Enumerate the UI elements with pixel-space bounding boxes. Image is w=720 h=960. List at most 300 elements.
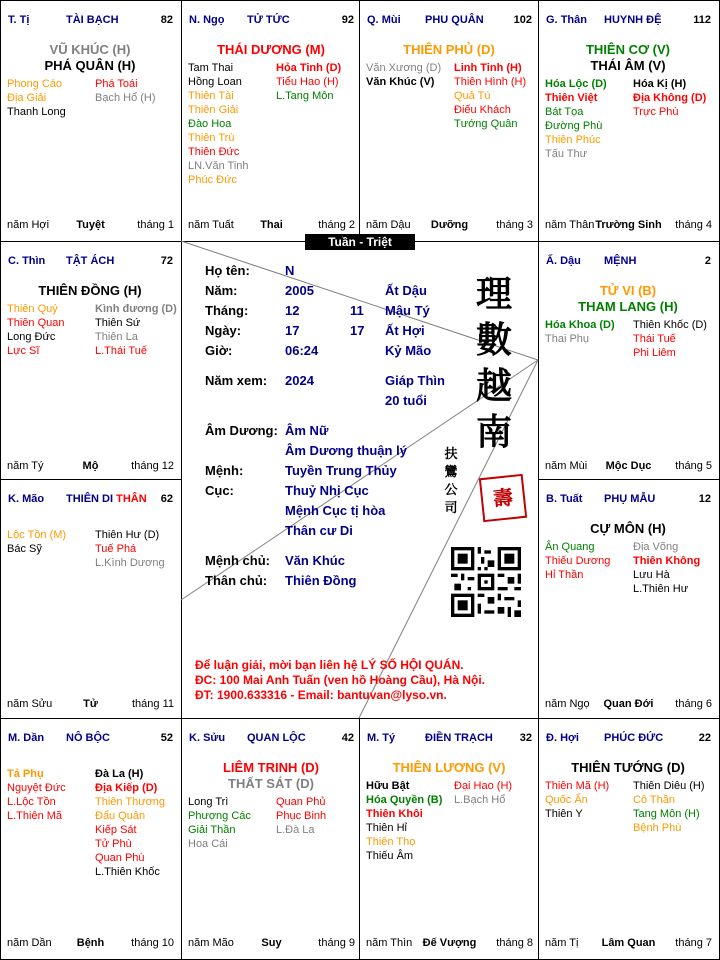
palace-stage: Tử bbox=[83, 698, 98, 710]
palace-number: 32 bbox=[519, 732, 532, 744]
minor-star: Giải Thần bbox=[188, 824, 236, 836]
palace-year: năm Dần bbox=[7, 937, 52, 949]
palace-can: M. bbox=[8, 732, 21, 744]
palace-cell-than[interactable] bbox=[539, 1, 717, 239]
palace-number: 22 bbox=[698, 732, 711, 744]
name-value: N bbox=[285, 263, 295, 278]
palace-branch: Thân bbox=[560, 14, 587, 26]
minor-star: Tả Phụ bbox=[7, 768, 44, 780]
minor-star: Đào Hoa bbox=[188, 118, 232, 130]
minor-star: Quốc Ấn bbox=[545, 794, 588, 806]
minor-star: Nguyệt Đức bbox=[7, 782, 66, 794]
minor-star: Đẩu Quân bbox=[95, 810, 146, 822]
view-year-label: Năm xem: bbox=[205, 373, 268, 388]
minor-star: Long Đức bbox=[7, 331, 56, 343]
palace-name-text: THIÊN DI bbox=[66, 493, 114, 505]
than-marker: THÂN bbox=[116, 493, 147, 505]
main-star: VŨ KHÚC (H) bbox=[49, 42, 131, 57]
palace-year: năm Mùi bbox=[545, 460, 588, 472]
palace-month: tháng 9 bbox=[318, 937, 355, 949]
minor-stars-left bbox=[545, 77, 607, 161]
minor-stars-right bbox=[95, 528, 165, 570]
palace-branch: Tuất bbox=[560, 493, 583, 505]
palace-name bbox=[604, 255, 636, 267]
palace-stage: Suy bbox=[261, 937, 282, 949]
palace-number: 62 bbox=[160, 493, 173, 505]
minor-star: Kiếp Sát bbox=[95, 824, 137, 836]
minor-star: Tuế Phá bbox=[95, 543, 137, 555]
minor-star: Phục Binh bbox=[276, 810, 327, 822]
palace-stage: Bệnh bbox=[76, 937, 105, 949]
palace-name bbox=[604, 732, 663, 744]
palace-position bbox=[8, 732, 44, 744]
minor-star: Thiên Việt bbox=[545, 92, 598, 104]
minor-star: Thiên Diêu (H) bbox=[633, 780, 705, 792]
palace-footer bbox=[366, 937, 533, 951]
year-label: Năm: bbox=[205, 283, 238, 298]
minor-stars-left bbox=[7, 77, 66, 119]
palace-cell-tuat[interactable] bbox=[539, 480, 717, 718]
than-chu-value: Thiên Đồng bbox=[285, 573, 357, 588]
minor-star: Thiên Hư (D) bbox=[95, 529, 160, 541]
minor-star: Bệnh Phù bbox=[633, 822, 682, 834]
palace-footer bbox=[366, 219, 533, 233]
minor-star: Địa Võng bbox=[633, 541, 679, 553]
palace-name bbox=[66, 14, 119, 26]
palace-name-text: TẬT ÁCH bbox=[66, 255, 115, 267]
palace-month: tháng 6 bbox=[675, 698, 712, 710]
palace-year: năm Tý bbox=[7, 460, 44, 472]
palace-branch: Dần bbox=[23, 732, 45, 744]
palace-can: Đ. bbox=[546, 732, 557, 744]
vertical-char: 鸞 bbox=[444, 465, 458, 480]
palace-month: tháng 5 bbox=[675, 460, 712, 472]
vertical-char: 扶 bbox=[444, 447, 458, 462]
contact-address: ĐC: 100 Mai Anh Tuấn (ven hồ Hoàng Cầu), Hà Nội. bbox=[195, 673, 486, 687]
palace-header bbox=[546, 493, 711, 507]
menh-value: Tuyền Trung Thủy bbox=[285, 463, 397, 478]
minor-star: Kình đương (D) bbox=[95, 303, 177, 315]
minor-stars-right bbox=[633, 77, 706, 119]
palace-number: 12 bbox=[698, 493, 711, 505]
day-label: Ngày: bbox=[205, 323, 242, 338]
minor-stars-right bbox=[276, 61, 341, 103]
qr-code-icon[interactable] bbox=[451, 547, 521, 617]
minor-star: Bạch Hổ (H) bbox=[95, 92, 156, 104]
palace-branch: Tị bbox=[19, 14, 30, 26]
palace-header bbox=[189, 14, 354, 28]
minor-star: Thiên Mã (H) bbox=[545, 780, 610, 792]
main-star: THIÊN PHỦ (D) bbox=[403, 42, 495, 57]
palace-stage: Mộ bbox=[82, 460, 99, 472]
palace-name-text: PHU QUÂN bbox=[425, 14, 484, 26]
minor-stars-left bbox=[545, 540, 610, 582]
palace-header bbox=[546, 14, 711, 28]
palace-footer bbox=[188, 937, 355, 951]
minor-star: L.Tang Môn bbox=[276, 90, 334, 102]
palace-header bbox=[367, 14, 532, 28]
palace-month: tháng 12 bbox=[131, 460, 174, 472]
palace-can: T. bbox=[8, 14, 17, 26]
year-can: Ất Dậu bbox=[385, 283, 427, 298]
minor-star: Thiên Khôi bbox=[366, 808, 423, 820]
minor-star: Thái Tuế bbox=[633, 333, 676, 345]
palace-name-text: QUAN LỘC bbox=[247, 732, 306, 744]
main-star: TỬ VI (B) bbox=[599, 283, 657, 298]
minor-star: Lực Sĩ bbox=[7, 345, 40, 357]
minor-star: Quả Tú bbox=[454, 90, 491, 102]
palace-month: tháng 11 bbox=[131, 698, 174, 710]
main-star: THẤT SÁT (D) bbox=[228, 776, 314, 791]
palace-name bbox=[66, 493, 147, 505]
minor-star: Hỏa Tinh (D) bbox=[276, 62, 342, 74]
minor-star: Linh Tinh (H) bbox=[454, 62, 522, 74]
minor-stars-left bbox=[366, 779, 442, 863]
palace-header bbox=[8, 732, 173, 746]
menh-chu-value: Văn Khúc bbox=[285, 553, 345, 568]
palace-cell-ty[interactable] bbox=[360, 719, 538, 957]
minor-star: Thiên Không bbox=[633, 555, 701, 567]
minor-star: L.Lộc Tồn bbox=[7, 796, 56, 808]
calligraphy-logo bbox=[464, 271, 524, 455]
palace-stage: Thai bbox=[260, 219, 283, 231]
minor-star: L.Thiên Khốc bbox=[95, 866, 160, 878]
palace-name-text: MỆNH bbox=[604, 255, 637, 267]
minor-star: Tiểu Hao (H) bbox=[276, 76, 339, 88]
minor-star: LN.Văn Tinh bbox=[188, 160, 249, 172]
minor-star: Thiên Tài bbox=[188, 90, 234, 102]
minor-star: L.Thiên Mã bbox=[7, 810, 63, 822]
minor-star: Quan Phù bbox=[95, 852, 145, 864]
palace-branch: Thìn bbox=[22, 255, 46, 267]
palace-footer bbox=[545, 219, 712, 233]
palace-name bbox=[66, 732, 110, 744]
palace-can: Ấ. bbox=[546, 255, 557, 267]
palace-name-text: TỬ TỨC bbox=[247, 14, 290, 26]
main-star: THÁI DƯƠNG (M) bbox=[217, 42, 325, 57]
minor-stars-right bbox=[95, 302, 177, 358]
age-value: 20 tuổi bbox=[385, 393, 427, 408]
amduong-detail: Âm Dương thuận lý bbox=[285, 443, 407, 458]
minor-stars-left bbox=[545, 779, 609, 821]
center-info-panel bbox=[181, 241, 538, 718]
palace-position bbox=[8, 493, 44, 505]
view-year-value: 2024 bbox=[285, 373, 314, 388]
minor-star: Thiếu Âm bbox=[366, 850, 414, 862]
palace-branch: Tý bbox=[382, 732, 396, 744]
palace-stage: Quan Đới bbox=[603, 698, 654, 710]
main-star: PHÁ QUÂN (H) bbox=[44, 58, 136, 73]
calligraphy-char: 數 bbox=[475, 319, 512, 361]
main-star: THIÊN ĐỒNG (H) bbox=[38, 283, 142, 298]
minor-star: Đại Hao (H) bbox=[454, 780, 513, 792]
minor-star: Quan Phủ bbox=[276, 796, 326, 808]
minor-star: Thanh Long bbox=[7, 106, 66, 118]
minor-star: L.Thiên Hư bbox=[633, 583, 689, 595]
year-value: 2005 bbox=[285, 283, 314, 298]
month-label: Tháng: bbox=[205, 303, 249, 318]
main-stars bbox=[539, 521, 717, 537]
main-stars bbox=[539, 760, 717, 776]
palace-cell-ti[interactable] bbox=[1, 1, 179, 239]
calligraphy-char: 南 bbox=[475, 411, 512, 453]
minor-star: Thiên Y bbox=[545, 808, 583, 820]
main-star: THÁI ÂM (V) bbox=[590, 58, 666, 73]
main-stars bbox=[1, 42, 179, 74]
palace-can: G. bbox=[546, 14, 558, 26]
minor-star: Thiên Giải bbox=[188, 104, 239, 116]
minor-star: Thiên Sứ bbox=[95, 317, 141, 329]
palace-year: năm Sửu bbox=[7, 698, 53, 710]
minor-star: Đà La (H) bbox=[95, 768, 144, 780]
palace-footer bbox=[7, 219, 174, 233]
palace-name bbox=[247, 732, 306, 744]
amduong-value: Âm Nữ bbox=[285, 423, 329, 438]
palace-branch: Dậu bbox=[560, 255, 581, 267]
minor-stars-left bbox=[188, 61, 249, 187]
palace-month: tháng 7 bbox=[675, 937, 712, 949]
cuc-label: Cục: bbox=[205, 483, 234, 498]
minor-star: Hóa Khoa (D) bbox=[545, 319, 615, 331]
palace-name-text: NÔ BỘC bbox=[66, 732, 110, 744]
palace-cell-dau[interactable] bbox=[539, 242, 717, 480]
palace-name bbox=[425, 732, 493, 744]
minor-stars-left bbox=[7, 528, 66, 556]
minor-star: L.Bạch Hổ bbox=[454, 794, 506, 806]
palace-year: năm Dậu bbox=[366, 219, 411, 231]
palace-number: 82 bbox=[160, 14, 173, 26]
palace-number: 102 bbox=[513, 14, 532, 26]
palace-branch: Hợi bbox=[560, 732, 579, 744]
view-year-can: Giáp Thìn bbox=[385, 373, 445, 388]
palace-can: B. bbox=[546, 493, 557, 505]
palace-position bbox=[546, 493, 582, 505]
palace-cell-mao[interactable] bbox=[1, 480, 179, 718]
palace-position bbox=[367, 14, 401, 26]
palace-number: 92 bbox=[341, 14, 354, 26]
main-stars bbox=[1, 283, 179, 299]
menh-label: Mệnh: bbox=[205, 463, 244, 478]
minor-star: Long Trì bbox=[188, 796, 229, 808]
minor-stars-left bbox=[7, 302, 64, 358]
palace-can: N. bbox=[189, 14, 200, 26]
minor-star: Địa Không (D) bbox=[633, 92, 707, 104]
vertical-char: 公 bbox=[444, 483, 458, 498]
main-stars bbox=[539, 283, 717, 315]
minor-star: Hóa Quyền (B) bbox=[366, 794, 443, 806]
minor-stars-right bbox=[95, 767, 165, 879]
palace-position bbox=[546, 255, 581, 267]
main-stars bbox=[182, 760, 360, 792]
palace-year: năm Thìn bbox=[366, 937, 413, 949]
minor-star: Hóa Kị (H) bbox=[633, 78, 687, 90]
minor-star: Lộc Tồn (M) bbox=[7, 529, 67, 541]
palace-stage: Đế Vượng bbox=[422, 937, 477, 949]
minor-star: Phi Liêm bbox=[633, 347, 676, 359]
palace-month: tháng 3 bbox=[496, 219, 533, 231]
minor-star: Tam Thai bbox=[188, 62, 234, 74]
main-star: THIÊN TƯỚNG (D) bbox=[571, 760, 685, 775]
palace-position bbox=[8, 255, 45, 267]
minor-star: Tấu Thư bbox=[545, 148, 588, 160]
main-star: THAM LANG (H) bbox=[578, 299, 678, 314]
minor-stars-right bbox=[633, 318, 707, 360]
contact-line: Để luận giải, mời bạn liên hệ LÝ SỐ HỘI QUÁN. bbox=[195, 658, 464, 672]
hour-value: 06:24 bbox=[285, 343, 319, 358]
minor-star: Tử Phù bbox=[95, 838, 132, 850]
minor-stars-left bbox=[7, 767, 66, 823]
minor-star: Thiên Khốc (D) bbox=[633, 319, 707, 331]
minor-star: Tang Môn (H) bbox=[633, 808, 700, 820]
palace-header bbox=[367, 732, 532, 746]
palace-footer bbox=[7, 698, 174, 712]
palace-month: tháng 1 bbox=[137, 219, 174, 231]
hour-can: Kỷ Mão bbox=[385, 343, 432, 358]
palace-header bbox=[8, 14, 173, 28]
palace-cell-mui[interactable] bbox=[360, 1, 538, 239]
palace-number: 52 bbox=[160, 732, 173, 744]
day-can: Ất Hợi bbox=[385, 323, 425, 338]
main-stars bbox=[539, 42, 717, 74]
palace-cell-ngo[interactable] bbox=[182, 1, 360, 239]
minor-star: Trực Phù bbox=[633, 106, 679, 118]
palace-cell-thin[interactable] bbox=[1, 242, 179, 480]
palace-footer bbox=[545, 937, 712, 951]
palace-cell-hoi[interactable] bbox=[539, 719, 717, 957]
contact-phone-email[interactable]: ĐT: 1900.633316 - Email: bantuvan@lyso.vn. bbox=[195, 688, 447, 702]
palace-name bbox=[66, 255, 114, 267]
minor-star: Thiên Hình (H) bbox=[454, 76, 527, 88]
day-value: 17 bbox=[285, 323, 300, 338]
minor-star: Hoa Cái bbox=[188, 838, 228, 850]
minor-star: Bát Tọa bbox=[545, 106, 584, 118]
palace-header bbox=[546, 255, 711, 269]
minor-star: Thiên Đức bbox=[188, 146, 240, 158]
palace-can: M. bbox=[367, 732, 380, 744]
palace-cell-dan[interactable] bbox=[1, 719, 179, 957]
month-can: Mậu Tý bbox=[385, 303, 430, 318]
palace-can: K. bbox=[189, 732, 200, 744]
palace-number: 2 bbox=[704, 255, 711, 267]
minor-star: Bác Sỹ bbox=[7, 543, 42, 555]
palace-stage: Lâm Quan bbox=[601, 937, 656, 949]
minor-stars-right bbox=[633, 779, 705, 835]
minor-star: Thiên Thọ bbox=[366, 836, 416, 848]
palace-footer bbox=[545, 698, 712, 712]
minor-star: Hóa Lộc (D) bbox=[545, 78, 607, 90]
palace-position bbox=[546, 14, 587, 26]
palace-header bbox=[189, 732, 354, 746]
than-cu: Thân cư Di bbox=[285, 523, 353, 538]
minor-star: Thiên Quan bbox=[7, 317, 65, 329]
minor-star: Hồng Loan bbox=[188, 76, 242, 88]
minor-star: Phong Cáo bbox=[7, 78, 63, 90]
minor-stars-left bbox=[188, 795, 251, 851]
hour-label: Giờ: bbox=[205, 343, 233, 358]
minor-star: Địa Giải bbox=[7, 92, 47, 104]
palace-number: 42 bbox=[341, 732, 354, 744]
minor-star: Đường Phù bbox=[545, 120, 603, 132]
minor-stars-left bbox=[545, 318, 615, 346]
palace-stage: Trường Sinh bbox=[595, 219, 662, 231]
minor-star: Phá Toái bbox=[95, 78, 138, 90]
palace-name bbox=[604, 493, 655, 505]
tuan-triet-label: Tuần - Triệt bbox=[305, 234, 415, 250]
minor-star: Điếu Khách bbox=[454, 104, 511, 116]
minor-star: Thiên Quý bbox=[7, 303, 58, 315]
palace-stage: Tuyệt bbox=[76, 219, 105, 231]
palace-year: năm Tuất bbox=[188, 219, 234, 231]
minor-star: L.Kình Dương bbox=[95, 557, 165, 569]
palace-stage: Mộc Dục bbox=[605, 460, 652, 472]
palace-month: tháng 10 bbox=[131, 937, 174, 949]
palace-position bbox=[367, 732, 395, 744]
minor-star: Thiên Thương bbox=[95, 796, 166, 808]
palace-position bbox=[546, 732, 579, 744]
minor-star: Thiên Trù bbox=[188, 132, 235, 144]
palace-header bbox=[546, 732, 711, 746]
minor-star: Văn Khúc (V) bbox=[366, 76, 435, 88]
calligraphy-char: 越 bbox=[475, 365, 512, 407]
cuc-detail: Mệnh Cục tị hòa bbox=[285, 503, 386, 518]
minor-star: Cô Thần bbox=[633, 794, 675, 806]
palace-name bbox=[604, 14, 661, 26]
month-value: 12 bbox=[285, 303, 300, 318]
palace-header bbox=[8, 493, 173, 507]
minor-star: Thiên Phúc bbox=[545, 134, 601, 146]
palace-can: C. bbox=[8, 255, 19, 267]
palace-can: K. bbox=[8, 493, 19, 505]
vertical-company-text bbox=[443, 446, 459, 518]
palace-name-text: PHỤ MẪU bbox=[604, 493, 656, 505]
palace-branch: Sửu bbox=[203, 732, 226, 744]
palace-can: Q. bbox=[367, 14, 379, 26]
minor-star: Ân Quang bbox=[545, 541, 595, 553]
minor-stars-right bbox=[454, 779, 512, 807]
palace-name bbox=[425, 14, 484, 26]
main-star: THIÊN CƠ (V) bbox=[585, 42, 671, 57]
minor-star: Phúc Đức bbox=[188, 174, 237, 186]
palace-branch: Mão bbox=[22, 493, 45, 505]
minor-star: Thai Phụ bbox=[545, 333, 590, 345]
day-lunar: 17 bbox=[350, 323, 365, 338]
minor-star: Phượng Các bbox=[188, 810, 251, 822]
palace-cell-suu[interactable] bbox=[182, 719, 360, 957]
palace-name-text: PHÚC ĐỨC bbox=[604, 732, 664, 744]
palace-number: 72 bbox=[160, 255, 173, 267]
minor-star: L.Đà La bbox=[276, 824, 315, 836]
palace-name-text: ĐIỀN TRẠCH bbox=[425, 732, 493, 744]
palace-footer bbox=[545, 460, 712, 474]
minor-star: Lưu Hà bbox=[633, 569, 670, 581]
palace-month: tháng 8 bbox=[496, 937, 533, 949]
palace-footer bbox=[7, 460, 174, 474]
minor-stars-left bbox=[366, 61, 441, 89]
minor-star: Thiên Hỉ bbox=[366, 822, 407, 834]
palace-footer bbox=[7, 937, 174, 951]
main-stars bbox=[182, 42, 360, 58]
palace-name-text: TÀI BẠCH bbox=[66, 14, 119, 26]
palace-year: năm Ngọ bbox=[545, 698, 590, 710]
contact-block bbox=[195, 658, 485, 703]
minor-star: Thiếu Dương bbox=[545, 555, 611, 567]
minor-stars-right bbox=[454, 61, 526, 131]
main-star: CỰ MÔN (H) bbox=[590, 521, 666, 536]
minor-star: Thiên La bbox=[95, 331, 138, 343]
minor-stars-right bbox=[276, 795, 326, 837]
minor-star: L.Thái Tuế bbox=[95, 345, 147, 357]
minor-star: Hỉ Thần bbox=[545, 569, 584, 581]
